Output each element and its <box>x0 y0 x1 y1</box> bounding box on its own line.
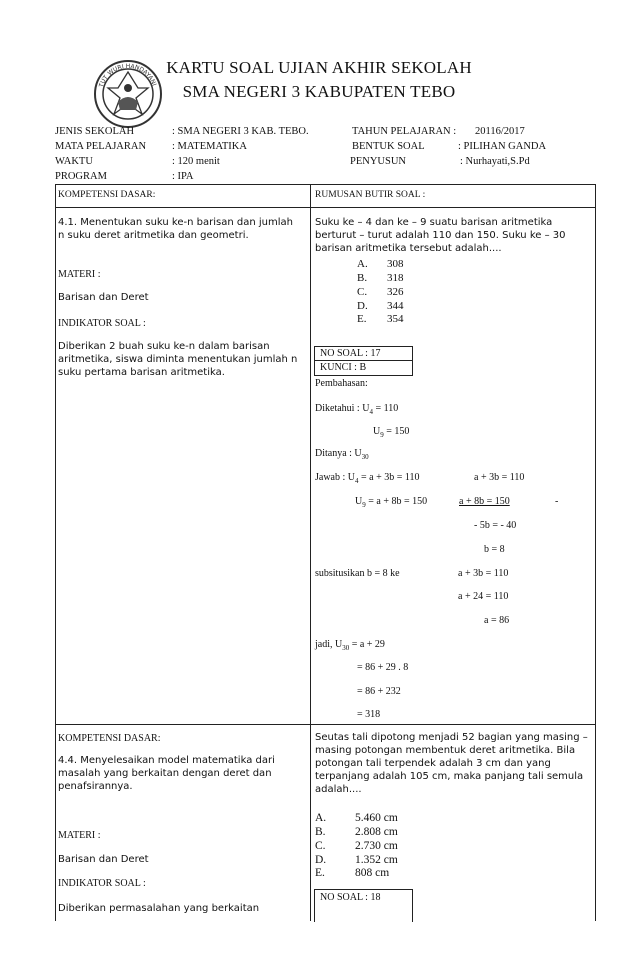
q17-subsitusi-eq1: a + 3b = 110 <box>458 568 509 579</box>
table-middle-border <box>310 184 311 921</box>
q18-no-soal-box <box>314 889 413 922</box>
q18-indikator: Diberikan permasalahan yang berkaitan <box>58 903 260 914</box>
penyusun-value: : Nurhayati,S.Pd <box>460 156 530 167</box>
q17-no-soal: NO SOAL : 17 <box>320 348 381 359</box>
q17-jadi: jadi, $U_{30} = a + 29$ <box>315 639 385 652</box>
q17-no-soal-box <box>314 346 413 376</box>
q17-option-a: A. 308 <box>357 258 404 270</box>
q17-materi: Barisan dan Deret <box>58 292 149 303</box>
q18-option-a: A. 5.460 cm <box>315 812 398 824</box>
rumusan-butir-soal-header: RUMUSAN BUTIR SOAL : <box>315 190 426 200</box>
q18-kompetensi-dasar: 4.4. Menyelesaikan model matematika dari masalah yang berkaitan dengan deret dan penafsirannya. <box>58 755 275 792</box>
q17-step-2: = 86 + 232 <box>357 686 401 697</box>
q17-jawab-eq1: a + 3b = 110 <box>474 472 525 483</box>
q18-kompetensi-dasar-header: KOMPETENSI DASAR: <box>58 733 161 744</box>
q17-option-c: C. 326 <box>357 286 404 298</box>
mata-pelajaran-value: : MATEMATIKA <box>172 141 247 152</box>
jenis-sekolah-value: : SMA NEGERI 3 KAB. TEBO. <box>172 126 309 137</box>
q17-kompetensi-dasar: 4.1. Menentukan suku ke-n barisan dan jumlah n suku deret aritmetika dan geometri. <box>58 217 293 241</box>
q18-option-b: B. 2.808 cm <box>315 826 398 838</box>
table-left-border <box>55 184 56 921</box>
table-row-divider <box>55 724 595 725</box>
q17-jawab-u4: Jawab : $U_4 = a + 3b = 110$ <box>315 472 420 485</box>
table-right-border <box>595 184 596 921</box>
title-line-1: KARTU SOAL UJIAN AKHIR SEKOLAH <box>166 58 472 77</box>
q17-diketahui-u9: $U_9 = 150$ <box>373 426 410 439</box>
q18-no-soal: NO SOAL : 18 <box>320 892 381 903</box>
q17-jawab-eq2: a + 8b = 150 <box>459 496 510 507</box>
bentuk-soal-label: BENTUK SOAL <box>352 141 425 152</box>
q18-option-c: C. 2.730 cm <box>315 840 398 852</box>
q18-indikator-label: INDIKATOR SOAL : <box>58 878 146 889</box>
bentuk-soal-value: : PILIHAN GANDA <box>458 141 547 152</box>
jenis-sekolah-label: JENIS SEKOLAH <box>55 126 135 137</box>
q17-question: Suku ke – 4 dan ke – 9 suatu barisan aritmetika berturut – turut adalah 110 dan 150. Suku ke – 30 barisan aritmetika tersebut adalah.... <box>315 217 566 254</box>
q17-step-1: = 86 + 29 . 8 <box>357 662 409 673</box>
q17-subsitusi-eq2: a + 24 = 110 <box>458 591 509 602</box>
q18-question: Seutas tali dipotong menjadi 52 bagian yang masing –masing potongan membentuk deret aritmetika. Bila potongan tali terpendek adalah 3 cm dan yang terpanjang adalah 105 cm, maka panjang tali semula adalah.... <box>315 732 588 795</box>
waktu-label: WAKTU <box>55 156 93 167</box>
q17-materi-label: MATERI : <box>58 269 101 280</box>
q17-jawab-u9: $U_9 = a + 8b = 150$ <box>355 496 428 509</box>
logo-text: TUT WURI HANDAYANI <box>97 62 158 89</box>
q17-option-d: D. 344 <box>357 300 404 312</box>
q17-subsitusi-eq3: a = 86 <box>484 615 510 626</box>
q17-minus-sign: - <box>555 496 559 507</box>
q17-indikator: Diberikan 2 buah suku ke-n dalam barisan aritmetika, siswa diminta menentukan jumlah n suku pertama barisan aritmetika. <box>58 341 298 378</box>
kompetensi-dasar-header: KOMPETENSI DASAR: <box>58 190 156 200</box>
program-value: : IPA <box>172 171 194 182</box>
q17-pembahasan-label: Pembahasan: <box>315 378 368 389</box>
tahun-pelajaran-label: TAHUN PELAJARAN : <box>352 126 457 137</box>
q17-result-5b: - 5b = - 40 <box>474 520 517 531</box>
q17-subsitusi-label: subsitusikan b = 8 ke <box>315 568 400 579</box>
q18-materi-label: MATERI : <box>58 830 101 841</box>
q18-materi: Barisan dan Deret <box>58 854 149 865</box>
waktu-value: : 120 menit <box>172 156 220 167</box>
q17-diketahui-u4: Diketahui : $U_4 = 110$ <box>315 403 399 416</box>
penyusun-label: PENYUSUN <box>350 156 407 167</box>
q17-ditanya: Ditanya : $U_{30}$ <box>315 448 369 461</box>
q17-result-b: b = 8 <box>484 544 505 555</box>
tahun-pelajaran-value: 20116/2017 <box>475 126 525 137</box>
table-top-border <box>55 184 595 185</box>
q17-indikator-label: INDIKATOR SOAL : <box>58 318 146 329</box>
q18-option-e: E. 808 cm <box>315 867 390 879</box>
table-header-divider <box>55 207 595 208</box>
mata-pelajaran-label: MATA PELAJARAN <box>55 141 147 152</box>
q17-step-3: = 318 <box>357 709 381 720</box>
q17-kunci: KUNCI : B <box>320 362 367 373</box>
q17-option-b: B. 318 <box>357 272 404 284</box>
q17-option-e: E. 354 <box>357 313 404 325</box>
title-line-2: SMA NEGERI 3 KABUPATEN TEBO <box>182 82 456 101</box>
q18-option-d: D. 1.352 cm <box>315 854 398 866</box>
program-label: PROGRAM <box>55 171 107 182</box>
